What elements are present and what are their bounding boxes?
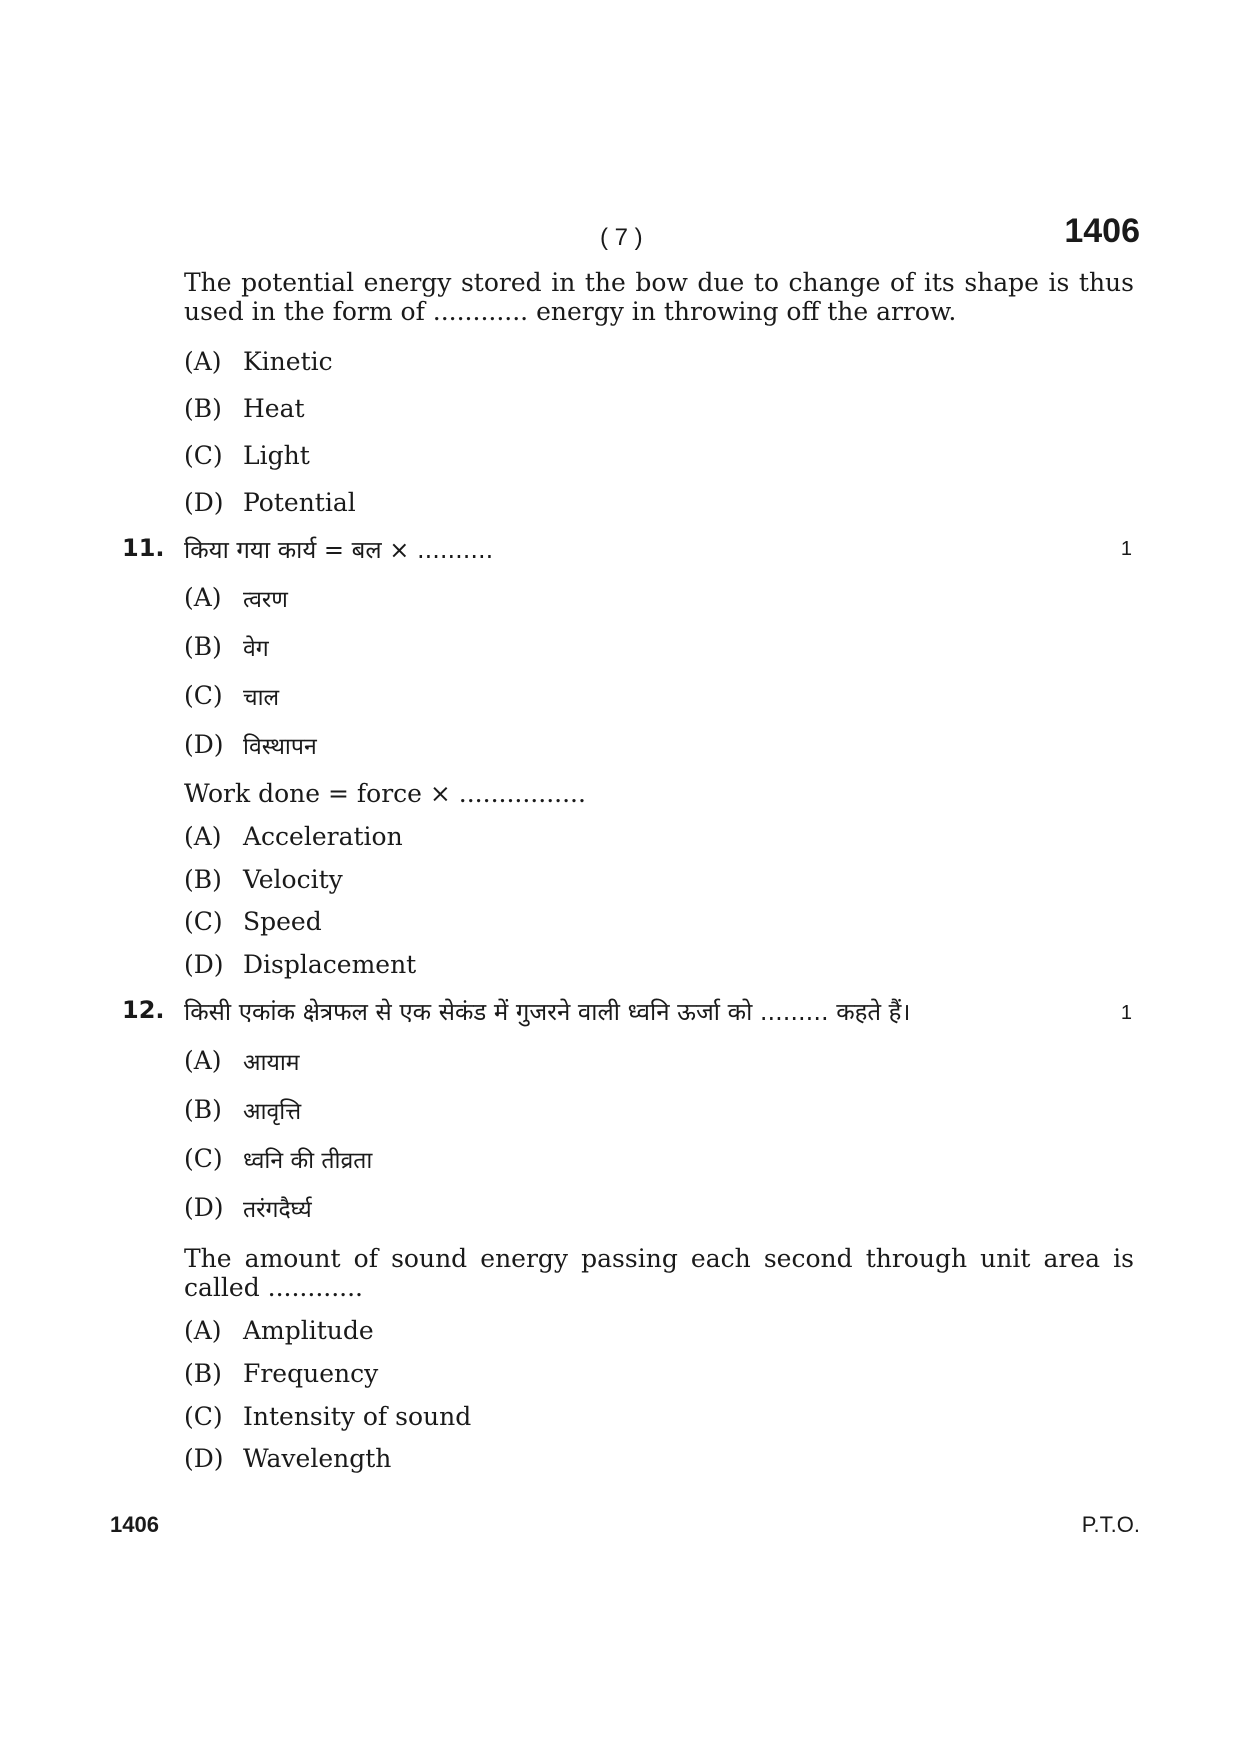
- q12-english-option-d-text: Wavelength: [243, 1444, 392, 1473]
- q10-option-b-text: Heat: [243, 394, 305, 423]
- q10-option-a-text: Kinetic: [243, 347, 333, 376]
- q10-option-a-letter: (A): [184, 347, 222, 376]
- question-11-number: 11.: [122, 534, 165, 562]
- q12-hindi-option-a-text: आयाम: [243, 1050, 300, 1076]
- question-11-english-text: Work done = force × ................: [184, 779, 586, 808]
- q12-hindi-option-a-letter: (A): [184, 1046, 222, 1075]
- q11-hindi-option-c-letter: (C): [184, 681, 223, 710]
- q12-english-option-c-text: Intensity of sound: [243, 1402, 472, 1431]
- q12-english-option-a-text: Amplitude: [243, 1316, 374, 1345]
- q11-hindi-option-b-letter: (B): [184, 632, 222, 661]
- q11-english-option-c-text: Speed: [243, 907, 322, 936]
- page-number: ( 7 ): [600, 224, 643, 251]
- q11-english-option-a-letter: (A): [184, 822, 222, 851]
- q11-english-option-b-letter: (B): [184, 865, 222, 894]
- q12-hindi-option-b-letter: (B): [184, 1095, 222, 1124]
- q11-english-option-c-letter: (C): [184, 907, 223, 936]
- q12-hindi-option-c-letter: (C): [184, 1144, 223, 1173]
- q12-hindi-option-d-letter: (D): [184, 1193, 224, 1222]
- question-11-marks: 1: [1120, 538, 1132, 560]
- q11-hindi-option-d-letter: (D): [184, 730, 224, 759]
- question-12-english-text: The amount of sound energy passing each second through unit area is called ............: [184, 1244, 1134, 1302]
- q11-english-option-d-text: Displacement: [243, 950, 417, 979]
- q10-option-d-letter: (D): [184, 488, 224, 517]
- question-12-marks: 1: [1120, 1002, 1132, 1024]
- q11-hindi-option-b-text: वेग: [243, 636, 269, 662]
- q11-hindi-option-c-text: चाल: [243, 685, 280, 711]
- q10-option-c-letter: (C): [184, 441, 223, 470]
- q11-hindi-option-a-text: त्वरण: [243, 587, 288, 613]
- question-10-text: The potential energy stored in the bow due to change of its shape is thus used in the form of ............ energy in throwing off the arrow.: [184, 268, 1134, 326]
- q12-english-option-a-letter: (A): [184, 1316, 222, 1345]
- question-11-hindi-text: किया गया कार्य = बल × ..........: [184, 536, 494, 564]
- paper-code-footer: 1406: [110, 1512, 159, 1537]
- q12-english-option-b-text: Frequency: [243, 1359, 379, 1388]
- q12-hindi-option-d-text: तरंगदैर्घ्य: [243, 1197, 312, 1223]
- q10-option-b-letter: (B): [184, 394, 222, 423]
- q12-hindi-option-c-text: ध्वनि की तीव्रता: [243, 1148, 373, 1174]
- pto-label: P.T.O.: [1081, 1512, 1140, 1537]
- q10-option-d-text: Potential: [243, 488, 356, 517]
- q12-english-option-d-letter: (D): [184, 1444, 224, 1473]
- q11-english-option-d-letter: (D): [184, 950, 224, 979]
- q11-hindi-option-a-letter: (A): [184, 583, 222, 612]
- q11-english-option-b-text: Velocity: [243, 865, 343, 894]
- q11-english-option-a-text: Acceleration: [243, 822, 403, 851]
- q11-hindi-option-d-text: विस्थापन: [243, 734, 317, 760]
- q12-hindi-option-b-text: आवृत्ति: [243, 1099, 302, 1125]
- q10-option-c-text: Light: [243, 441, 310, 470]
- q12-english-option-c-letter: (C): [184, 1402, 223, 1431]
- question-12-hindi-text: किसी एकांक क्षेत्रफल से एक सेकंड में गुजरने वाली ध्वनि ऊर्जा को ......... कहते हैं।: [184, 998, 911, 1026]
- question-12-number: 12.: [122, 996, 165, 1024]
- q12-english-option-b-letter: (B): [184, 1359, 222, 1388]
- paper-code-header: 1406: [1064, 212, 1140, 250]
